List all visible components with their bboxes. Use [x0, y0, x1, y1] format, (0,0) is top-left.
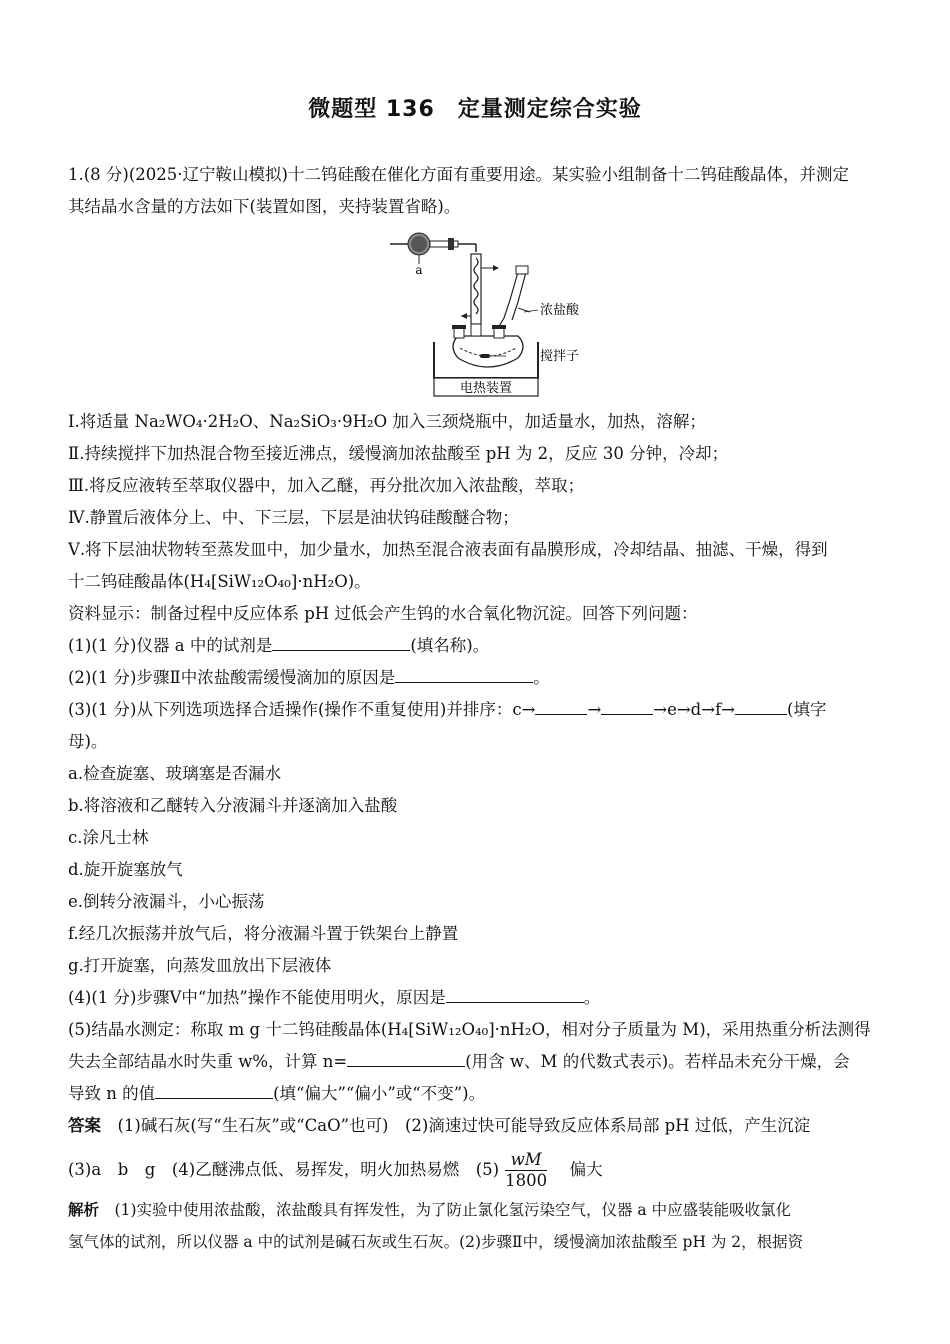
q2-suffix: 。 [533, 668, 550, 687]
intro-line-1: 1.(8 分)(2025·辽宁鞍山模拟)十二钨硅酸在催化方面有重要用途。某实验小组制备十二钨硅酸晶体，并测定 [68, 165, 849, 184]
question-3 [68, 698, 826, 722]
analysis-line-2: 氢气体的试剂，所以仪器 a 中的试剂是碱石灰或生石灰。(2)步骤Ⅱ中，缓慢滴加浓盐酸至 pH 为 2，根据资 [68, 1233, 804, 1251]
apparatus-drawing [388, 228, 588, 398]
question-3-line-2: 母)。 [68, 732, 108, 751]
answer-text-1: (1)碱石灰(写“生石灰”或“CaO”也可) (2)滴速过快可能导致反应体系局部 pH 过低，产生沉淀 [117, 1116, 811, 1135]
label-conc-hcl: 浓盐酸 [540, 303, 580, 318]
q1-blank[interactable] [272, 634, 410, 651]
q3-text: (3)(1 分)从下列选项选择合适操作(操作不重复使用)并排序：c→ [68, 700, 536, 719]
answer-label: 答案 [68, 1116, 101, 1135]
q5-blank-2[interactable] [155, 1082, 273, 1099]
question-5-line-3 [68, 1082, 485, 1106]
question-2 [68, 666, 550, 690]
q1-suffix: (填名称)。 [410, 636, 490, 655]
answer-text-3: 偏大 [569, 1160, 603, 1179]
label-heater: 电热装置 [459, 381, 513, 396]
q4-suffix: 。 [583, 988, 601, 1007]
label-stirrer: 搅拌子 [540, 349, 580, 364]
fraction-denominator: 1800 [505, 1171, 548, 1190]
q3-arrow: → [587, 700, 602, 719]
option-b: b.将溶液和乙醚转入分液漏斗并逐滴加入盐酸 [68, 796, 398, 815]
q1-text: (1)(1 分)仪器 a 中的试剂是 [68, 636, 273, 655]
step-1: Ⅰ.将适量 Na₂WO₄·2H₂O、Na₂SiO₃·9H₂O 加入三颈烧瓶中，加适量水，加热，溶解； [68, 412, 706, 431]
step-4: Ⅳ.静置后液体分上、中、下三层，下层是油状钨硅酸醚合物； [68, 508, 519, 527]
step-5-line-1: Ⅴ.将下层油状物转至蒸发皿中，加少量水，加热至混合液表面有晶膜形成，冷却结晶、抽滤、干燥，得到 [68, 540, 828, 559]
option-c: c.涂凡士林 [68, 828, 149, 847]
info-note: 资料显示：制备过程中反应体系 pH 过低会产生钨的水合氧化物沉淀。回答下列问题： [68, 604, 698, 623]
analysis-line-1 [68, 1198, 791, 1222]
answer-line-2 [68, 1148, 603, 1192]
answer-text-2: (3)a b g (4)乙醚沸点低、易挥发，明火加热易燃 (5) [68, 1160, 500, 1179]
step-2: Ⅱ.持续搅拌下加热混合物至接近沸点，缓慢滴加浓盐酸至 pH 为 2，反应 30 分钟，冷却； [68, 444, 729, 463]
analysis-label: 解析 [68, 1201, 100, 1219]
option-e: e.倒转分液漏斗，小心振荡 [68, 892, 265, 911]
apparatus-figure [388, 228, 588, 398]
q3-suffix: (填字 [787, 700, 827, 719]
analysis-text-1: (1)实验中使用浓盐酸，浓盐酸具有挥发性，为了防止氯化氢污染空气，仪器 a 中应盛装能吸收氯化 [114, 1201, 792, 1219]
q2-blank[interactable] [395, 666, 533, 683]
q5-text-a: 失去全部结晶水时失重 w%，计算 n= [68, 1052, 348, 1071]
q3-blank-1[interactable] [535, 698, 587, 715]
question-5-line-1: (5)结晶水测定：称取 m g 十二钨硅酸晶体(H₄[SiW₁₂O₄₀]·nH₂O，相对分子质量为 M)，采用热重分析法测得 [68, 1020, 871, 1039]
step-5-line-2: 十二钨硅酸晶体(H₄[SiW₁₂O₄₀]·nH₂O)。 [68, 572, 371, 591]
q5-text-b: (用含 w、M 的代数式表示)。若样品未充分干燥，会 [465, 1052, 850, 1071]
question-1 [68, 634, 489, 658]
option-d: d.旋开旋塞放气 [68, 860, 183, 879]
q3-blank-3[interactable] [735, 698, 787, 715]
q5-text-d: (填“偏大”“偏小”或“不变”)。 [273, 1084, 486, 1103]
fraction-numerator: wM [505, 1150, 547, 1171]
intro-line-2: 其结晶水含量的方法如下(装置如图，夹持装置省略)。 [68, 197, 461, 216]
question-5-line-2 [68, 1050, 850, 1074]
q4-text: (4)(1 分)步骤Ⅴ中“加热”操作不能使用明火，原因是 [68, 988, 446, 1007]
label-a: a [415, 263, 423, 277]
q4-blank[interactable] [446, 986, 584, 1003]
step-3: Ⅲ.将反应液转至萃取仪器中，加入乙醚，再分批次加入浓盐酸，萃取； [68, 476, 585, 495]
q5-blank-1[interactable] [347, 1050, 465, 1067]
option-g: g.打开旋塞，向蒸发皿放出下层液体 [68, 956, 332, 975]
question-4 [68, 986, 600, 1010]
q3-mid: →e→d→f→ [653, 700, 736, 719]
page-title: 微题型 136 定量测定综合实验 [308, 97, 642, 122]
answer-line-1 [68, 1114, 810, 1138]
q2-text: (2)(1 分)步骤Ⅱ中浓盐酸需缓慢滴加的原因是 [68, 668, 396, 687]
option-f: f.经几次振荡并放气后，将分液漏斗置于铁架台上静置 [68, 924, 459, 943]
q3-blank-2[interactable] [601, 698, 653, 715]
q5-text-c: 导致 n 的值 [68, 1084, 156, 1103]
answer-fraction [505, 1150, 547, 1191]
option-a: a.检查旋塞、玻璃塞是否漏水 [68, 764, 282, 783]
